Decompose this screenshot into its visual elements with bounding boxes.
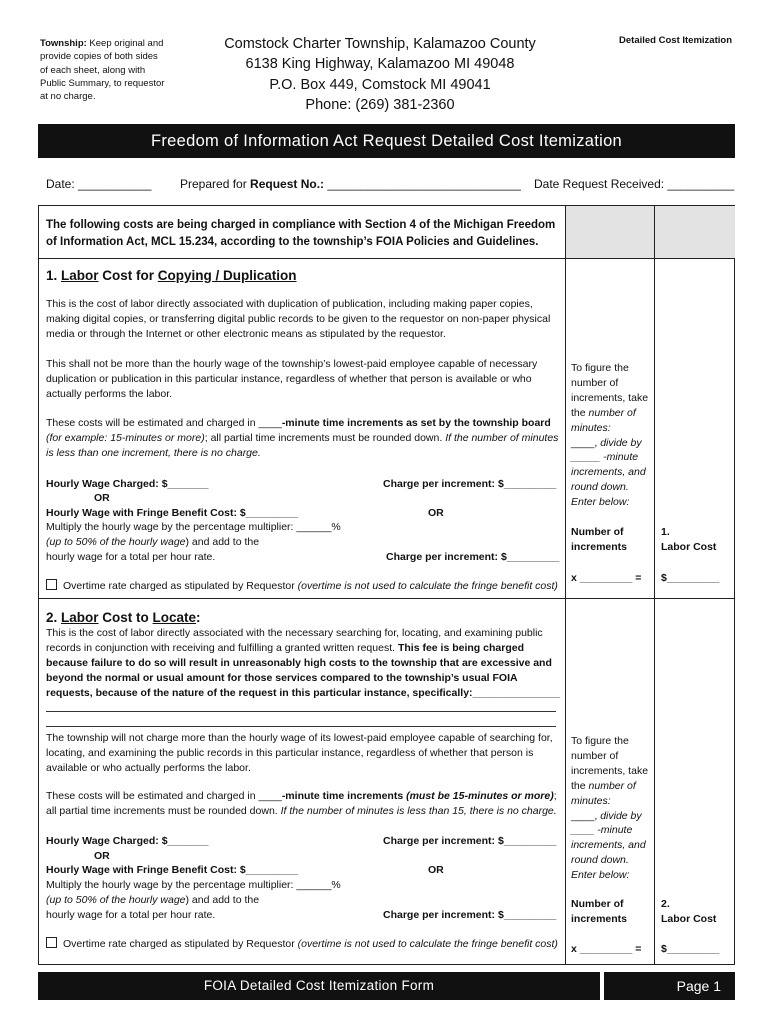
row-divider <box>39 598 734 599</box>
po-box: P.O. Box 449, Comstock MI 49041 <box>269 76 491 93</box>
increments-calc-field[interactable]: x _________ = <box>571 943 642 955</box>
township-note: Township: Keep original and provide copies of both sides of each sheet, along with Public Summary, to requestor at no charge. <box>40 38 165 103</box>
date-field[interactable]: Date: ___________ <box>46 177 152 191</box>
charge-per-increment-field[interactable]: Charge per increment: $_________ <box>383 478 557 490</box>
fringe-wage-field[interactable]: Hourly Wage with Fringe Benefit Cost: $_________ <box>46 507 299 519</box>
labor-cost-2-field[interactable]: $_________ <box>661 943 720 955</box>
multiplier-text: Multiply the hourly wage by the percentage multiplier: ______% (up to 50% of the hourly wage) and add to the hourly wage for a total per hour rate. <box>46 879 341 921</box>
section-2-description: This is the cost of labor directly associated with the necessary searching for, locating, and examining public records in conjunction with receiving and fulfilling a granted written request. This fee is being charged because failure to do so will result in unreasonably high costs to the township that are excessive and beyond the normal or usual amount for those services compared to the township’s usual FOIA requests, because of the nature of the request in this particular instance, specifically:_______________ <box>46 627 561 699</box>
column-divider <box>565 206 566 964</box>
or-label: OR <box>94 492 110 504</box>
increments-calc-field[interactable]: x _________ = <box>571 572 642 584</box>
labor-cost-1-field[interactable]: $_________ <box>661 572 720 584</box>
explanation-line[interactable] <box>46 726 556 727</box>
fringe-wage-field[interactable]: Hourly Wage with Fringe Benefit Cost: $_________ <box>46 864 299 876</box>
column-divider <box>654 206 655 964</box>
labor-cost-1-label: 1. Labor Cost <box>661 526 717 553</box>
township-note-label: Township: <box>40 38 87 49</box>
overtime-option[interactable]: Overtime rate charged as stipulated by Requestor (overtime is not used to calculate the fringe benefit cost) <box>46 937 558 952</box>
number-of-increments-label: Number of increments <box>571 898 628 925</box>
labor-cost-2-label: 2. Labor Cost <box>661 898 717 925</box>
section-1-description: This is the cost of labor directly associated with duplication of publication, including making paper copies, making digital copies, or transferring digital public records to be given to the requestor on non-paper physical media or through the Internet or other electronic means as stipulated by the requestor. <box>46 298 551 340</box>
date-received-field[interactable]: Date Request Received: __________ <box>534 177 735 191</box>
township-address <box>200 34 560 115</box>
section-1-heading: 1. Labor Cost for Copying / Duplication <box>46 268 297 283</box>
hourly-wage-field[interactable]: Hourly Wage Charged: $_______ <box>46 835 209 847</box>
row-divider <box>39 258 734 259</box>
or-label: OR <box>94 850 110 862</box>
hourly-wage-field[interactable]: Hourly Wage Charged: $_______ <box>46 478 209 490</box>
charge-per-increment-field[interactable]: Charge per increment: $_________ <box>386 551 560 563</box>
section-2-heading: 2. Labor Cost to Locate: <box>46 610 201 625</box>
gray-cell <box>566 206 654 258</box>
overtime-checkbox[interactable] <box>46 579 57 590</box>
gray-cell <box>655 206 735 258</box>
page-title: Freedom of Information Act Request Detailed Cost Itemization <box>38 124 735 158</box>
or-label: OR <box>428 864 444 876</box>
explanation-line[interactable] <box>46 711 556 712</box>
section-2-increments: These costs will be estimated and charged in ____-minute time increments (must be 15-minutes or more); all partial time increments must be rounded down. If the number of minutes is less than 15, there is no charge. <box>46 790 557 817</box>
charge-per-increment-field[interactable]: Charge per increment: $_________ <box>383 835 557 847</box>
page-number: Page 1 <box>604 972 735 1000</box>
request-number-field[interactable]: Prepared for Request No.: _____________________________ <box>180 177 521 191</box>
intro-text: The following costs are being charged in compliance with Section 4 of the Michigan Freedom of Information Act, MCL 15.234, according to the township’s FOIA Policies and Guidelines. <box>46 219 556 248</box>
increment-instructions: To figure the number of increments, take the number of minutes: ____, divide by _____ -minute increments, and round down. Enter below: <box>571 362 649 509</box>
section-2-wage-limit: The township will not charge more than the hourly wage of its lowest-paid employee capable of searching for, locating, and examining the public records in this particular instance, regardless of whether that person is available or who actually performs the labor. <box>46 732 553 774</box>
phone: Phone: (269) 381-2360 <box>305 96 455 113</box>
section-1-increments: These costs will be estimated and charged in ____-minute time increments as set by the township board (for example: 15-minutes or more); all partial time increments must be rounded down. If the number of minutes is less than one increment, there is no charge. <box>46 417 559 459</box>
multiplier-text: Multiply the hourly wage by the percentage multiplier: ______% (up to 50% of the hourly wage) and add to the hourly wage for a total per hour rate. <box>46 521 341 563</box>
overtime-option[interactable]: Overtime rate charged as stipulated by Requestor (overtime is not used to calculate the fringe benefit cost) <box>46 579 558 594</box>
charge-per-increment-field[interactable]: Charge per increment: $_________ <box>383 909 557 921</box>
street-address: 6138 King Highway, Kalamazoo MI 49048 <box>245 56 515 73</box>
section-1-wage-limit: This shall not be more than the hourly wage of the township’s lowest-paid employee capable of necessary duplication or publication in this particular instance, regardless of whether that person is available or who actually performs the labor. <box>46 358 538 400</box>
number-of-increments-label: Number of increments <box>571 526 628 553</box>
form-name-footer: FOIA Detailed Cost Itemization Form <box>38 972 600 1000</box>
overtime-checkbox[interactable] <box>46 937 57 948</box>
increment-instructions: To figure the number of increments, take the number of minutes: ____, divide by ____ -minute increments, and round down. Enter below: <box>571 735 649 882</box>
township-name: Comstock Charter Township, Kalamazoo County <box>224 36 536 52</box>
form-type-label: Detailed Cost Itemization <box>619 35 732 46</box>
or-label: OR <box>428 507 444 519</box>
